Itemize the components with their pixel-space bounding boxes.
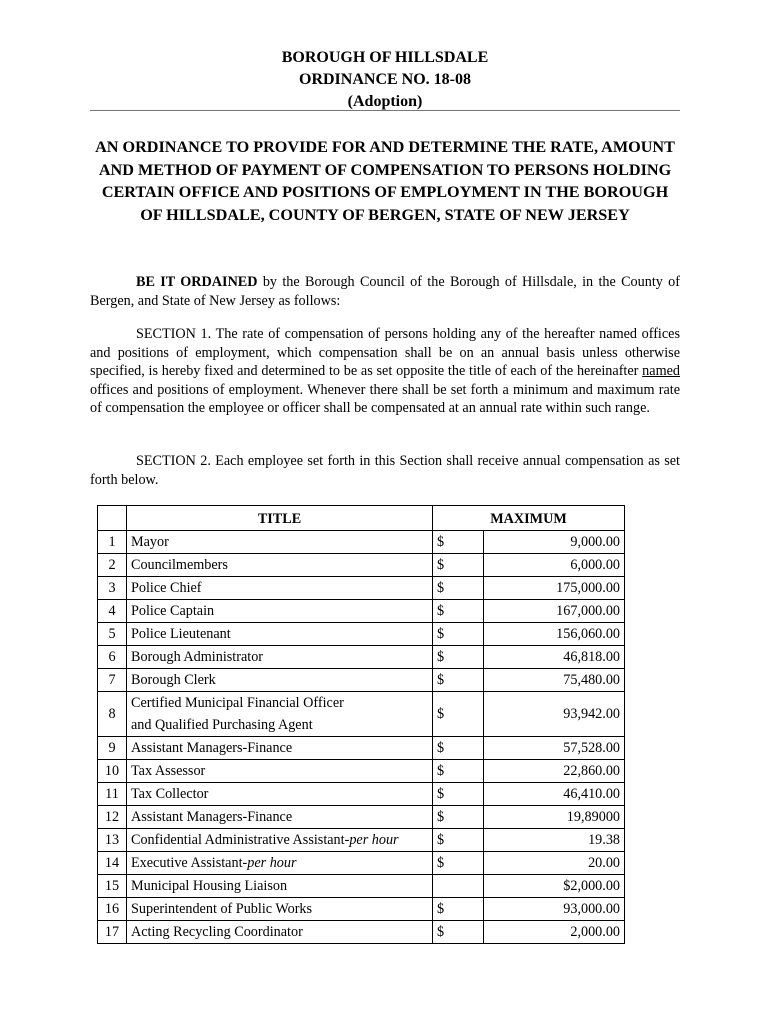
row-number: 10 xyxy=(98,760,127,783)
row-amount: 19,89000 xyxy=(484,806,625,829)
section-2-paragraph xyxy=(90,452,680,489)
table-row xyxy=(98,600,625,623)
row-title xyxy=(127,623,433,646)
row-amount: 20.00 xyxy=(484,852,625,875)
row-number: 16 xyxy=(98,898,127,921)
section-1-text-end: offices and positions of employment. Whenever there shall be set forth a minimum and maximum rate of compensation the employee or officer shall be compensated at an annual rate within such range. xyxy=(90,381,680,416)
row-title xyxy=(127,577,433,600)
row-amount: 46,410.00 xyxy=(484,783,625,806)
row-title-text: Police Chief xyxy=(131,580,202,596)
borough-heading: BOROUGH OF HILLSDALE xyxy=(281,49,489,66)
row-dollar-sign: $ xyxy=(433,829,484,852)
row-number: 1 xyxy=(98,531,127,554)
ordinance-caption: AN ORDINANCE TO PROVIDE FOR AND DETERMINE THE RATE, AMOUNT AND METHOD OF PAYMENT OF COMPENSATION TO PERSONS HOLDING CERTAIN OFFICE AND POSITIONS OF EMPLOYMENT IN THE BOROUGH OF HILLSDALE, COUNTY OF BERGEN, STATE OF NEW JERSEY xyxy=(95,138,675,224)
row-number: 6 xyxy=(98,646,127,669)
row-number: 8 xyxy=(98,692,127,737)
row-dollar-sign: $ xyxy=(433,531,484,554)
row-title xyxy=(127,783,433,806)
row-title-italic: per hour xyxy=(349,832,399,848)
table-row xyxy=(98,737,625,760)
row-title-text: Municipal Housing Liaison xyxy=(131,878,288,894)
row-amount: 93,000.00 xyxy=(484,898,625,921)
row-amount: 93,942.00 xyxy=(484,692,625,737)
row-title-text: Executive Assistant- xyxy=(131,855,248,871)
table-row xyxy=(98,783,625,806)
row-amount: 156,060.00 xyxy=(484,623,625,646)
section-1-text: SECTION 1. The rate of compensation of persons holding any of the hereafter named offices and positions of employment, which compensation shall be on an annual basis unless otherwise specified, is hereby fixed and determined to be as set opposite the title of each of the hereinafter xyxy=(90,326,680,379)
row-title-text: Assistant Managers-Finance xyxy=(131,740,293,756)
row-title-text: Confidential Administrative Assistant- xyxy=(131,832,350,848)
row-amount: 167,000.00 xyxy=(484,600,625,623)
row-title-text: Police Lieutenant xyxy=(131,626,231,642)
row-title xyxy=(127,669,433,692)
row-number: 17 xyxy=(98,921,127,944)
row-dollar-sign: $ xyxy=(433,921,484,944)
row-title xyxy=(127,737,433,760)
row-dollar-sign xyxy=(433,875,484,898)
row-title xyxy=(127,829,433,852)
table-row xyxy=(98,898,625,921)
table-row xyxy=(98,760,625,783)
row-dollar-sign: $ xyxy=(433,783,484,806)
table-row xyxy=(98,669,625,692)
row-dollar-sign: $ xyxy=(433,806,484,829)
table-row xyxy=(98,646,625,669)
row-title xyxy=(127,806,433,829)
table-row xyxy=(98,806,625,829)
table-row xyxy=(98,852,625,875)
table-header-row xyxy=(98,506,625,531)
row-amount: 175,000.00 xyxy=(484,577,625,600)
row-number: 2 xyxy=(98,554,127,577)
row-dollar-sign: $ xyxy=(433,669,484,692)
compensation-table xyxy=(97,505,625,944)
row-number: 11 xyxy=(98,783,127,806)
row-amount: 22,860.00 xyxy=(484,760,625,783)
row-title xyxy=(127,692,433,737)
row-dollar-sign: $ xyxy=(433,760,484,783)
row-title xyxy=(127,760,433,783)
row-amount: 46,818.00 xyxy=(484,646,625,669)
row-number: 13 xyxy=(98,829,127,852)
row-dollar-sign: $ xyxy=(433,554,484,577)
row-title-line: and Qualified Purchasing Agent xyxy=(131,717,313,733)
row-amount: 19.38 xyxy=(484,829,625,852)
row-title xyxy=(127,646,433,669)
row-title xyxy=(127,531,433,554)
num-header xyxy=(98,506,127,531)
row-number: 4 xyxy=(98,600,127,623)
table-row xyxy=(98,623,625,646)
row-dollar-sign: $ xyxy=(433,852,484,875)
row-amount: 9,000.00 xyxy=(484,531,625,554)
section-1-underlined: named xyxy=(642,363,680,379)
row-title-text: Borough Administrator xyxy=(131,649,264,665)
row-number: 9 xyxy=(98,737,127,760)
table-row xyxy=(98,577,625,600)
row-dollar-sign: $ xyxy=(433,577,484,600)
title-header: TITLE xyxy=(127,506,433,531)
row-title-line: Certified Municipal Financial Officer xyxy=(131,695,344,711)
table-row xyxy=(98,829,625,852)
row-title-text: Assistant Managers-Finance xyxy=(131,809,293,825)
row-title-text: Tax Assessor xyxy=(131,763,206,779)
section-1-paragraph xyxy=(90,325,680,418)
section-2-text: SECTION 2. Each employee set forth in this Section shall receive annual compensation as set forth below. xyxy=(90,453,680,488)
row-dollar-sign: $ xyxy=(433,898,484,921)
row-number: 15 xyxy=(98,875,127,898)
table-row xyxy=(98,554,625,577)
row-amount: 75,480.00 xyxy=(484,669,625,692)
row-title-text: Borough Clerk xyxy=(131,672,216,688)
row-dollar-sign: $ xyxy=(433,600,484,623)
row-title xyxy=(127,600,433,623)
row-number: 14 xyxy=(98,852,127,875)
row-title-text: Tax Collector xyxy=(131,786,209,802)
row-title xyxy=(127,554,433,577)
row-dollar-sign: $ xyxy=(433,623,484,646)
row-title xyxy=(127,898,433,921)
table-row xyxy=(98,921,625,944)
adoption-label: (Adoption) xyxy=(347,93,423,110)
row-dollar-sign: $ xyxy=(433,737,484,760)
row-title-text: Mayor xyxy=(131,534,169,550)
row-title xyxy=(127,852,433,875)
ordinance-number: ORDINANCE NO. 18-08 xyxy=(299,71,471,88)
header-divider xyxy=(90,110,680,111)
ordained-paragraph xyxy=(90,273,680,310)
row-title xyxy=(127,921,433,944)
maximum-header: MAXIMUM xyxy=(433,506,625,531)
row-number: 7 xyxy=(98,669,127,692)
row-title-text: Police Captain xyxy=(131,603,215,619)
row-number: 3 xyxy=(98,577,127,600)
row-amount: 6,000.00 xyxy=(484,554,625,577)
row-number: 5 xyxy=(98,623,127,646)
row-amount: 2,000.00 xyxy=(484,921,625,944)
row-dollar-sign: $ xyxy=(433,646,484,669)
table-row xyxy=(98,692,625,737)
row-dollar-sign: $ xyxy=(433,692,484,737)
ordained-bold: BE IT ORDAINED xyxy=(136,274,258,290)
table-body xyxy=(98,531,625,944)
ordained-text: by the Borough Council of the Borough of Hillsdale, in the County of Bergen, and State of New Jersey as follows: xyxy=(90,274,681,309)
row-title-italic: per hour xyxy=(247,855,297,871)
row-title-text: Superintendent of Public Works xyxy=(131,901,313,917)
row-amount: $2,000.00 xyxy=(484,875,625,898)
table-row xyxy=(98,875,625,898)
row-amount: 57,528.00 xyxy=(484,737,625,760)
table-row xyxy=(98,531,625,554)
row-number: 12 xyxy=(98,806,127,829)
row-title-text: Councilmembers xyxy=(131,557,228,573)
row-title xyxy=(127,875,433,898)
row-title-text: Acting Recycling Coordinator xyxy=(131,924,303,940)
